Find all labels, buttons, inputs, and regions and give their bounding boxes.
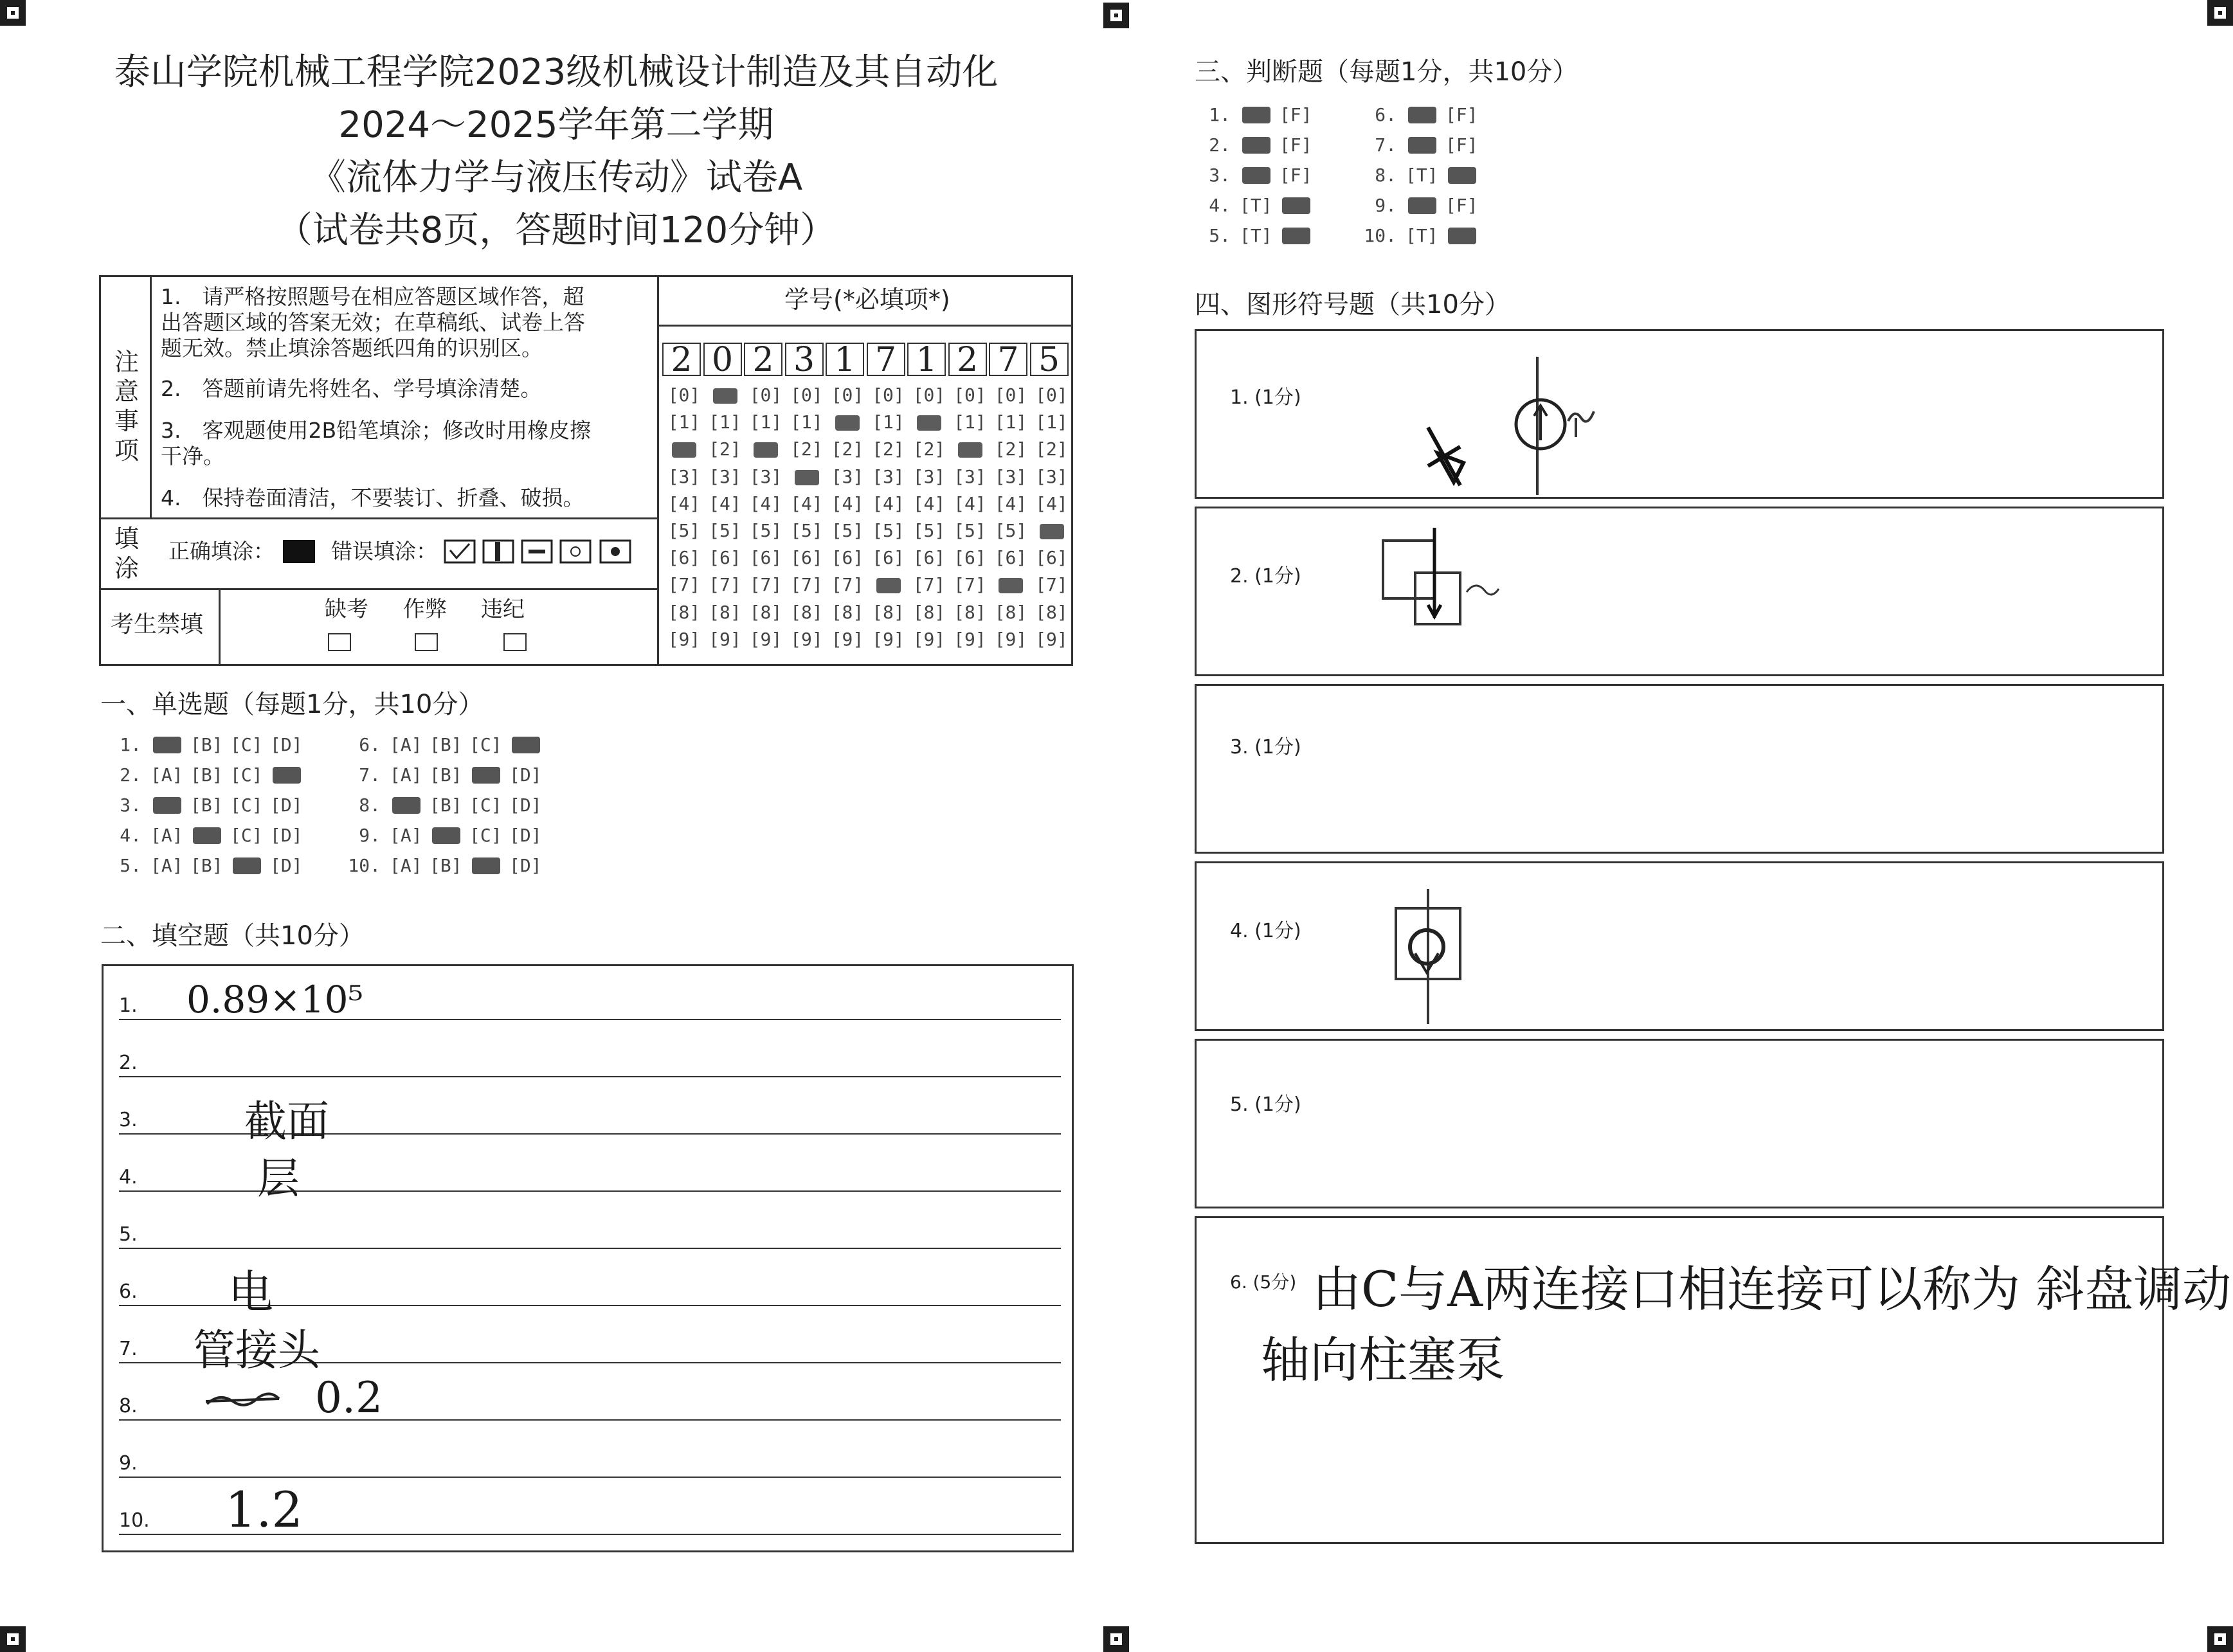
id-bubble[interactable] [950, 438, 990, 460]
id-bubble[interactable]: [8] [994, 601, 1027, 623]
id-bubble[interactable] [827, 411, 867, 433]
fill-blank-number: 5. [119, 1223, 138, 1246]
id-bubble[interactable]: [7] [667, 574, 701, 596]
choice-option[interactable] [390, 795, 429, 816]
id-bubble[interactable]: [3] [831, 465, 864, 487]
id-bubble[interactable]: [1] [790, 411, 823, 433]
symbol-box-5 [1195, 1039, 2164, 1208]
true-false-question [1197, 225, 1319, 246]
id-bubble[interactable]: [8] [954, 601, 986, 623]
question-number: 10. [1364, 225, 1397, 246]
id-bubble[interactable]: [6] [954, 547, 986, 569]
id-bubble[interactable]: [9] [831, 628, 864, 650]
id-bubble[interactable]: [5] [912, 520, 946, 541]
choice-option[interactable] [150, 734, 190, 755]
true-false-question [1363, 165, 1485, 186]
tf-option[interactable] [1406, 195, 1445, 216]
exam-title-line-4: （试卷共8页，答题时间120分钟） [276, 210, 836, 251]
id-bubble[interactable]: [6] [912, 547, 946, 569]
single-choice-question [347, 855, 549, 876]
tf-option[interactable] [1445, 225, 1485, 246]
choice-option[interactable]: [D] [509, 855, 542, 876]
tf-option[interactable]: [T] [1406, 165, 1438, 186]
id-bubble[interactable]: [4] [954, 492, 986, 514]
fill-blank-number: 4. [119, 1166, 138, 1189]
true-false-title: 三、判断题（每题1分，共10分） [1195, 57, 1578, 87]
id-bubble[interactable]: [7] [709, 574, 741, 596]
handwritten-answer: 层 [257, 1154, 300, 1203]
choice-option[interactable]: [C] [230, 764, 263, 786]
single-choice-question [347, 795, 549, 816]
notice-item-4: 4. 保持卷面清洁，不要装订、折叠、破损。 [161, 485, 584, 510]
hand-drawn-symbol-1 [1402, 344, 1595, 498]
id-bubble[interactable]: [6] [709, 547, 741, 569]
id-bubble[interactable]: [8] [749, 601, 782, 623]
divider [99, 517, 657, 519]
student-id-digit-cell: 3 [785, 343, 824, 376]
id-bubble[interactable]: [6] [994, 547, 1027, 569]
id-bubble[interactable]: [8] [872, 601, 905, 623]
fill-blank-number: 6. [119, 1280, 138, 1303]
exam-title-line-3: 《流体力学与液压传动》试卷A [309, 157, 803, 199]
id-bubble[interactable]: [4] [912, 492, 946, 514]
student-id-digit-cell: 2 [662, 343, 701, 376]
choice-option[interactable]: [D] [270, 734, 303, 755]
question-number: 5. [1209, 225, 1231, 246]
id-bubble[interactable]: [0] [1035, 384, 1068, 406]
wrong-fill-label: 错误填涂： [331, 539, 437, 564]
student-id-digit-cell: 1 [907, 343, 946, 376]
id-bubble[interactable]: [4] [1035, 492, 1068, 514]
corner-mark-bottom-right [2207, 1626, 2233, 1652]
question-number: 10. [348, 855, 381, 876]
question-number: 8. [1375, 165, 1397, 186]
choice-option[interactable]: [D] [270, 855, 303, 876]
corner-mark-bottom-left [0, 1626, 26, 1652]
student-id-digit-cell: 7 [989, 343, 1027, 376]
id-bubble[interactable]: [2] [872, 438, 905, 460]
tf-option[interactable]: [F] [1279, 134, 1312, 156]
symbol-label-3: 3. (1分) [1230, 736, 1301, 759]
id-bubble[interactable]: [0] [790, 384, 823, 406]
tf-option[interactable] [1240, 104, 1279, 125]
id-bubble[interactable]: [8] [667, 601, 701, 623]
id-bubble[interactable] [909, 411, 949, 433]
id-bubble[interactable]: [9] [749, 628, 782, 650]
id-bubble[interactable] [991, 574, 1031, 595]
question-number: 3. [1209, 165, 1231, 186]
id-bubble[interactable] [787, 466, 827, 487]
handwritten-answer: 截面 [244, 1097, 329, 1146]
id-bubble[interactable]: [8] [1035, 601, 1068, 623]
id-bubble[interactable]: [2] [790, 438, 823, 460]
id-bubble[interactable]: [3] [994, 465, 1027, 487]
symbol-box-6 [1195, 1216, 2232, 1544]
choice-option[interactable] [270, 764, 310, 786]
tf-option[interactable]: [F] [1279, 104, 1312, 125]
answer-underline [119, 1076, 1061, 1077]
tf-option[interactable] [1406, 134, 1445, 156]
id-bubble[interactable]: [1] [749, 411, 782, 433]
tf-option[interactable]: [F] [1445, 195, 1478, 216]
fill-blank-number: 10. [119, 1509, 150, 1532]
tf-option[interactable] [1406, 104, 1445, 125]
choice-option[interactable]: [D] [509, 795, 542, 816]
tf-option[interactable] [1445, 165, 1485, 186]
id-bubble[interactable]: [2] [1035, 438, 1068, 460]
id-bubble[interactable]: [6] [667, 547, 701, 569]
choice-option[interactable]: [D] [509, 825, 542, 846]
id-bubble[interactable]: [7] [831, 574, 864, 596]
id-bubble[interactable]: [1] [709, 411, 741, 433]
id-bubble[interactable]: [3] [912, 465, 946, 487]
exam-title-line-2: 2024～2025学年第二学期 [338, 104, 774, 146]
tf-option[interactable]: [F] [1445, 134, 1478, 156]
student-id-digit-cell: 7 [867, 343, 905, 376]
id-bubble[interactable]: [6] [749, 547, 782, 569]
choice-option[interactable] [469, 764, 509, 786]
id-bubble[interactable]: [7] [912, 574, 946, 596]
wrong-fill-dot-sample [599, 539, 633, 564]
fill-blank-number: 9. [119, 1452, 138, 1475]
choice-option[interactable]: [C] [230, 825, 263, 846]
id-bubble[interactable]: [4] [749, 492, 782, 514]
student-id-digit-cell: 2 [948, 343, 987, 376]
question-number: 2. [120, 764, 141, 786]
id-bubble[interactable]: [5] [709, 520, 741, 541]
id-bubble[interactable]: [3] [872, 465, 905, 487]
choice-option[interactable] [469, 855, 509, 876]
tf-option[interactable] [1279, 225, 1319, 246]
single-choice-question [347, 734, 549, 755]
id-bubble[interactable]: [7] [790, 574, 823, 596]
symbol-label-6: 6. (5分) [1230, 1271, 1297, 1293]
choice-option[interactable]: [A] [390, 764, 422, 786]
single-choice-question [347, 764, 549, 786]
notice-item-1c: 题无效。禁止填涂答题纸四角的识别区。 [161, 336, 543, 361]
id-bubble[interactable]: [9] [872, 628, 905, 650]
id-bubble[interactable]: [1] [994, 411, 1027, 433]
choice-option[interactable]: [C] [469, 825, 502, 846]
single-choice-question [108, 795, 310, 816]
choice-option[interactable]: [A] [150, 825, 183, 846]
question-number: 7. [359, 764, 381, 786]
id-bubble[interactable]: [1] [667, 411, 701, 433]
id-bubble[interactable]: [8] [912, 601, 946, 623]
symbol-6-answer-line-2: 轴向柱塞泵 [1261, 1331, 1505, 1388]
symbol-label-5: 5. (1分) [1230, 1093, 1301, 1116]
true-false-question [1363, 104, 1485, 125]
symbol-box-1 [1195, 329, 2164, 499]
id-bubble[interactable] [705, 384, 745, 406]
choice-option[interactable]: [B] [190, 855, 223, 876]
handwritten-answer: 管接头 [193, 1325, 320, 1375]
id-bubble[interactable]: [5] [831, 520, 864, 541]
symbols-title: 四、图形符号题（共10分） [1195, 290, 1510, 319]
id-bubble[interactable]: [6] [831, 547, 864, 569]
question-number: 1. [1209, 104, 1231, 125]
forbidden-option-violation: 违纪 [481, 597, 525, 622]
answer-underline [119, 1419, 1061, 1421]
id-bubble[interactable]: [6] [790, 547, 823, 569]
question-number: 6. [1375, 104, 1397, 125]
crossed-out-scribble [204, 1388, 282, 1414]
student-id-digit-cell: 5 [1030, 343, 1069, 376]
id-bubble[interactable] [664, 438, 704, 460]
id-bubble[interactable]: [9] [667, 628, 701, 650]
choice-option[interactable]: [D] [509, 764, 542, 786]
choice-option[interactable] [509, 734, 549, 755]
id-bubble[interactable]: [2] [912, 438, 946, 460]
id-bubble[interactable] [1032, 520, 1072, 541]
corner-mark-top-left [0, 0, 26, 26]
id-bubble[interactable]: [7] [749, 574, 782, 596]
divider [99, 588, 657, 590]
forbidden-label: 考生禁填 [111, 611, 204, 638]
correct-fill-sample [283, 540, 315, 563]
id-bubble[interactable]: [5] [749, 520, 782, 541]
id-bubble[interactable]: [4] [790, 492, 823, 514]
id-bubble[interactable]: [3] [749, 465, 782, 487]
choice-option[interactable]: [D] [270, 795, 303, 816]
id-bubble[interactable]: [5] [790, 520, 823, 541]
question-number: 1. [120, 734, 141, 755]
handwritten-answer: 0.89×10⁵ [186, 978, 363, 1021]
fill-blank-number: 8. [119, 1395, 138, 1417]
id-bubble[interactable]: [5] [667, 520, 701, 541]
handwritten-answer: 0.2 [315, 1373, 383, 1423]
choice-option[interactable]: [A] [390, 825, 422, 846]
true-false-question [1197, 104, 1319, 125]
id-bubble[interactable]: [4] [667, 492, 701, 514]
choice-option[interactable] [190, 825, 230, 846]
fill-blank-number: 1. [119, 994, 138, 1017]
question-number: 4. [120, 825, 141, 846]
notice-item-2: 2. 答题前请先将姓名、学号填涂清楚。 [161, 376, 542, 401]
id-bubble[interactable] [869, 574, 909, 595]
choice-option[interactable]: [A] [150, 855, 183, 876]
student-id-label: 学号(*必填项*) [784, 285, 950, 314]
symbol-6-answer-line-1: 由C与A两连接口相连接可以称为 斜盘调动 [1312, 1261, 2232, 1318]
tf-option[interactable]: [T] [1240, 225, 1272, 246]
id-bubble[interactable]: [0] [667, 384, 701, 406]
forbidden-option-absent: 缺考 [325, 597, 368, 622]
choice-option[interactable] [230, 855, 270, 876]
tf-option[interactable] [1240, 134, 1279, 156]
answer-underline [119, 1248, 1061, 1249]
choice-option[interactable]: [B] [429, 734, 462, 755]
id-bubble[interactable] [746, 438, 786, 460]
id-bubble[interactable]: [1] [1035, 411, 1068, 433]
true-false-question [1197, 165, 1319, 186]
id-bubble[interactable]: [0] [749, 384, 782, 406]
hand-drawn-symbol-2 [1377, 515, 1544, 643]
choice-option[interactable]: [C] [230, 795, 263, 816]
id-bubble[interactable]: [3] [1035, 465, 1068, 487]
notice-item-1b: 出答题区域的答案无效；在草稿纸、试卷上答 [161, 310, 585, 335]
violation-checkbox[interactable] [503, 633, 527, 651]
id-bubble[interactable]: [0] [831, 384, 864, 406]
fill-blank-number: 2. [119, 1052, 138, 1074]
notice-item-3b: 干净。 [161, 444, 224, 469]
single-choice-question [108, 734, 310, 755]
id-bubble[interactable]: [4] [994, 492, 1027, 514]
symbol-box-4 [1195, 861, 2164, 1031]
choice-option[interactable]: [C] [469, 795, 502, 816]
choice-option[interactable]: [B] [429, 764, 462, 786]
id-bubble[interactable]: [3] [709, 465, 741, 487]
hand-drawn-symbol-4 [1383, 889, 1479, 1030]
id-bubble[interactable]: [4] [831, 492, 864, 514]
id-bubble[interactable]: [9] [994, 628, 1027, 650]
id-bubble[interactable]: [5] [994, 520, 1027, 541]
true-false-question [1363, 225, 1485, 246]
choice-option[interactable]: [B] [429, 855, 462, 876]
choice-option[interactable]: [A] [150, 764, 183, 786]
id-bubble[interactable]: [6] [1035, 547, 1068, 569]
id-bubble[interactable]: [2] [994, 438, 1027, 460]
single-choice-question [108, 855, 310, 876]
symbol-label-1: 1. (1分) [1230, 386, 1301, 409]
choice-option[interactable]: [B] [429, 795, 462, 816]
divider [150, 275, 152, 519]
id-bubble[interactable]: [8] [790, 601, 823, 623]
divider [657, 275, 659, 666]
notice-item-1a: 1. 请严格按照题号在相应答题区域作答，超 [161, 284, 584, 309]
choice-option[interactable] [429, 825, 469, 846]
question-number: 6. [359, 734, 381, 755]
tf-option[interactable] [1240, 165, 1279, 186]
tf-option[interactable] [1279, 195, 1319, 216]
handwritten-answer: 1.2 [225, 1481, 303, 1538]
forbidden-option-cheat: 作弊 [403, 597, 447, 622]
notice-item-3a: 3. 客观题使用2B铅笔填涂；修改时用橡皮擦 [161, 418, 592, 443]
tf-option[interactable]: [T] [1240, 195, 1272, 216]
id-bubble[interactable]: [7] [954, 574, 986, 596]
question-number: 5. [120, 855, 141, 876]
fill-side-label: 填涂 [114, 525, 139, 582]
correct-fill-label: 正确填涂： [168, 539, 275, 564]
corner-mark-bottom-center [1103, 1626, 1129, 1652]
id-bubble[interactable]: [1] [954, 411, 986, 433]
id-bubble[interactable]: [8] [831, 601, 864, 623]
symbol-box-3 [1195, 684, 2164, 854]
choice-option[interactable]: [A] [390, 734, 422, 755]
id-bubble[interactable]: [0] [872, 384, 905, 406]
handwritten-answer: 电 [228, 1266, 273, 1318]
symbol-label-2: 2. (1分) [1230, 565, 1301, 588]
single-choice-title: 一、单选题（每题1分，共10分） [100, 690, 484, 719]
true-false-question [1363, 134, 1485, 156]
id-bubble[interactable]: [5] [872, 520, 905, 541]
id-bubble[interactable]: [8] [709, 601, 741, 623]
choice-option[interactable]: [B] [190, 734, 223, 755]
student-id-digit-cell: 0 [703, 343, 742, 376]
choice-option[interactable]: [C] [230, 734, 263, 755]
divider [219, 588, 221, 666]
id-bubble[interactable]: [9] [1035, 628, 1068, 650]
notice-side-label: 注意事项 [114, 348, 139, 465]
true-false-question [1197, 134, 1319, 156]
question-number: 2. [1209, 134, 1231, 156]
question-number: 3. [120, 795, 141, 816]
corner-mark-top-right [2207, 0, 2233, 26]
question-number: 4. [1209, 195, 1231, 216]
student-id-digit-cell: 2 [744, 343, 782, 376]
true-false-question [1363, 195, 1485, 216]
id-bubble[interactable]: [2] [831, 438, 864, 460]
id-bubble[interactable]: [9] [912, 628, 946, 650]
id-bubble[interactable]: [3] [954, 465, 986, 487]
id-bubble[interactable]: [3] [667, 465, 701, 487]
corner-mark-top-center [1103, 3, 1129, 28]
choice-option[interactable]: [A] [390, 855, 422, 876]
id-bubble[interactable]: [4] [872, 492, 905, 514]
id-bubble[interactable]: [0] [994, 384, 1027, 406]
question-number: 9. [359, 825, 381, 846]
id-bubble[interactable]: [5] [954, 520, 986, 541]
divider [657, 325, 1073, 327]
id-bubble[interactable]: [4] [709, 492, 741, 514]
single-choice-question [347, 825, 549, 846]
symbol-label-4: 4. (1分) [1230, 920, 1301, 942]
tf-option[interactable]: [F] [1445, 104, 1478, 125]
student-id-digit-cell: 1 [826, 343, 864, 376]
single-choice-question [108, 764, 310, 786]
exam-title-line-1: 泰山学院机械工程学院2023级机械设计制造及其自动化 [114, 51, 999, 93]
tf-option[interactable]: [F] [1279, 165, 1312, 186]
question-number: 9. [1375, 195, 1397, 216]
symbol-box-2 [1195, 507, 2164, 676]
id-bubble[interactable]: [6] [872, 547, 905, 569]
choice-option[interactable] [150, 795, 190, 816]
choice-option[interactable]: [B] [190, 795, 223, 816]
fill-blank-title: 二、填空题（共10分） [100, 921, 365, 951]
single-choice-question [108, 825, 310, 846]
fill-blank-number: 7. [119, 1338, 138, 1360]
cheat-checkbox[interactable] [415, 633, 438, 651]
choice-option[interactable]: [B] [190, 764, 223, 786]
wrong-fill-samples [444, 539, 595, 564]
id-bubble[interactable]: [0] [954, 384, 986, 406]
id-bubble[interactable]: [9] [709, 628, 741, 650]
id-bubble[interactable]: [0] [912, 384, 946, 406]
id-bubble[interactable]: [9] [954, 628, 986, 650]
fill-blank-number: 3. [119, 1109, 138, 1131]
id-bubble[interactable]: [9] [790, 628, 823, 650]
id-bubble[interactable]: [7] [1035, 574, 1068, 596]
choice-option[interactable]: [D] [270, 825, 303, 846]
tf-option[interactable]: [T] [1406, 225, 1438, 246]
absent-checkbox[interactable] [328, 633, 351, 651]
answer-underline [119, 1477, 1061, 1478]
id-bubble[interactable]: [2] [709, 438, 741, 460]
question-number: 8. [359, 795, 381, 816]
id-bubble[interactable]: [1] [872, 411, 905, 433]
question-number: 7. [1375, 134, 1397, 156]
choice-option[interactable]: [C] [469, 734, 502, 755]
true-false-question [1197, 195, 1319, 216]
